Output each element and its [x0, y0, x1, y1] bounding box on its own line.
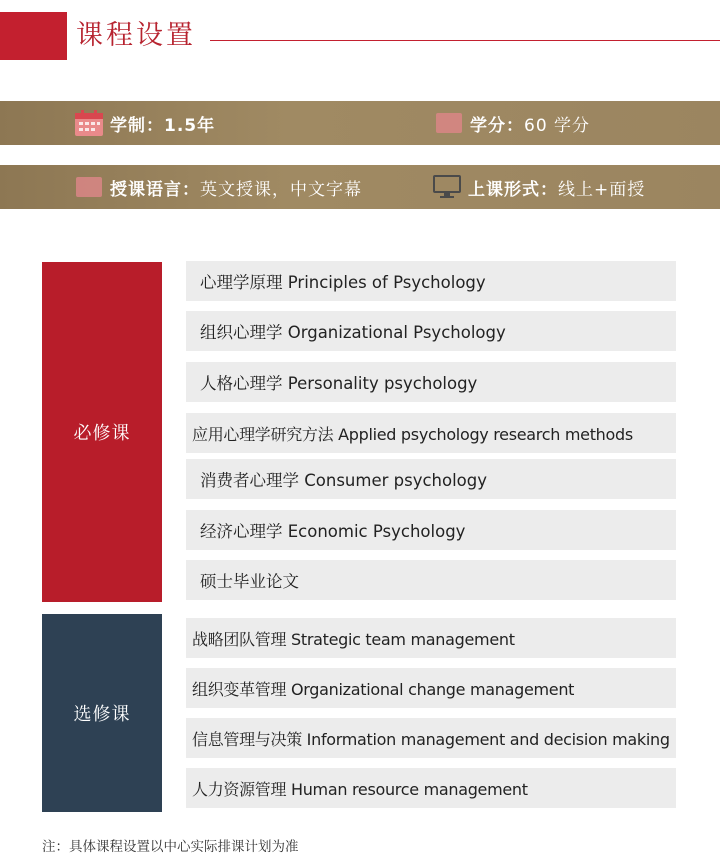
required-courses-label: 必修课	[42, 262, 162, 602]
elective-courses-label: 选修课	[42, 614, 162, 812]
footnote: 注：具体课程设置以中心实际排课计划为准	[42, 839, 299, 855]
course-item: 消费者心理学 Consumer psychology	[186, 459, 676, 499]
section-header	[0, 0, 720, 70]
course-item: 经济心理学 Economic Psychology	[186, 510, 676, 550]
info-bar-language-format	[0, 165, 720, 209]
course-item: 应用心理学研究方法 Applied psychology research methods	[186, 413, 676, 453]
course-item: 人力资源管理 Human resource management	[186, 768, 676, 808]
format-label: 上课形式：	[468, 179, 558, 200]
duration-label: 学制：	[110, 115, 164, 136]
format-info	[432, 165, 645, 209]
course-item: 信息管理与决策 Information management and decision making	[186, 718, 676, 758]
language-label: 授课语言：	[110, 179, 200, 200]
monitor-icon	[432, 174, 462, 200]
format-value: 线上+面授	[558, 179, 646, 200]
info-bar-duration-credits	[0, 101, 720, 145]
language-icon	[74, 174, 104, 200]
calendar-icon	[74, 110, 104, 136]
credits-label: 学分：	[470, 115, 524, 136]
course-item: 硕士毕业论文	[186, 560, 676, 600]
credits-value: 60 学分	[524, 115, 591, 136]
header-divider	[210, 40, 720, 41]
duration-info	[74, 101, 215, 145]
duration-value: 1.5年	[164, 115, 216, 136]
language-info	[74, 165, 362, 209]
language-value: 英文授课，中文字幕	[200, 179, 362, 200]
credits-icon	[434, 110, 464, 136]
course-item: 组织心理学 Organizational Psychology	[186, 311, 676, 351]
header-accent-block	[0, 12, 67, 60]
course-item: 心理学原理 Principles of Psychology	[186, 261, 676, 301]
course-item: 人格心理学 Personality psychology	[186, 362, 676, 402]
page-title: 课程设置	[76, 20, 196, 51]
course-item: 组织变革管理 Organizational change management	[186, 668, 676, 708]
credits-info	[434, 101, 590, 145]
course-item: 战略团队管理 Strategic team management	[186, 618, 676, 658]
